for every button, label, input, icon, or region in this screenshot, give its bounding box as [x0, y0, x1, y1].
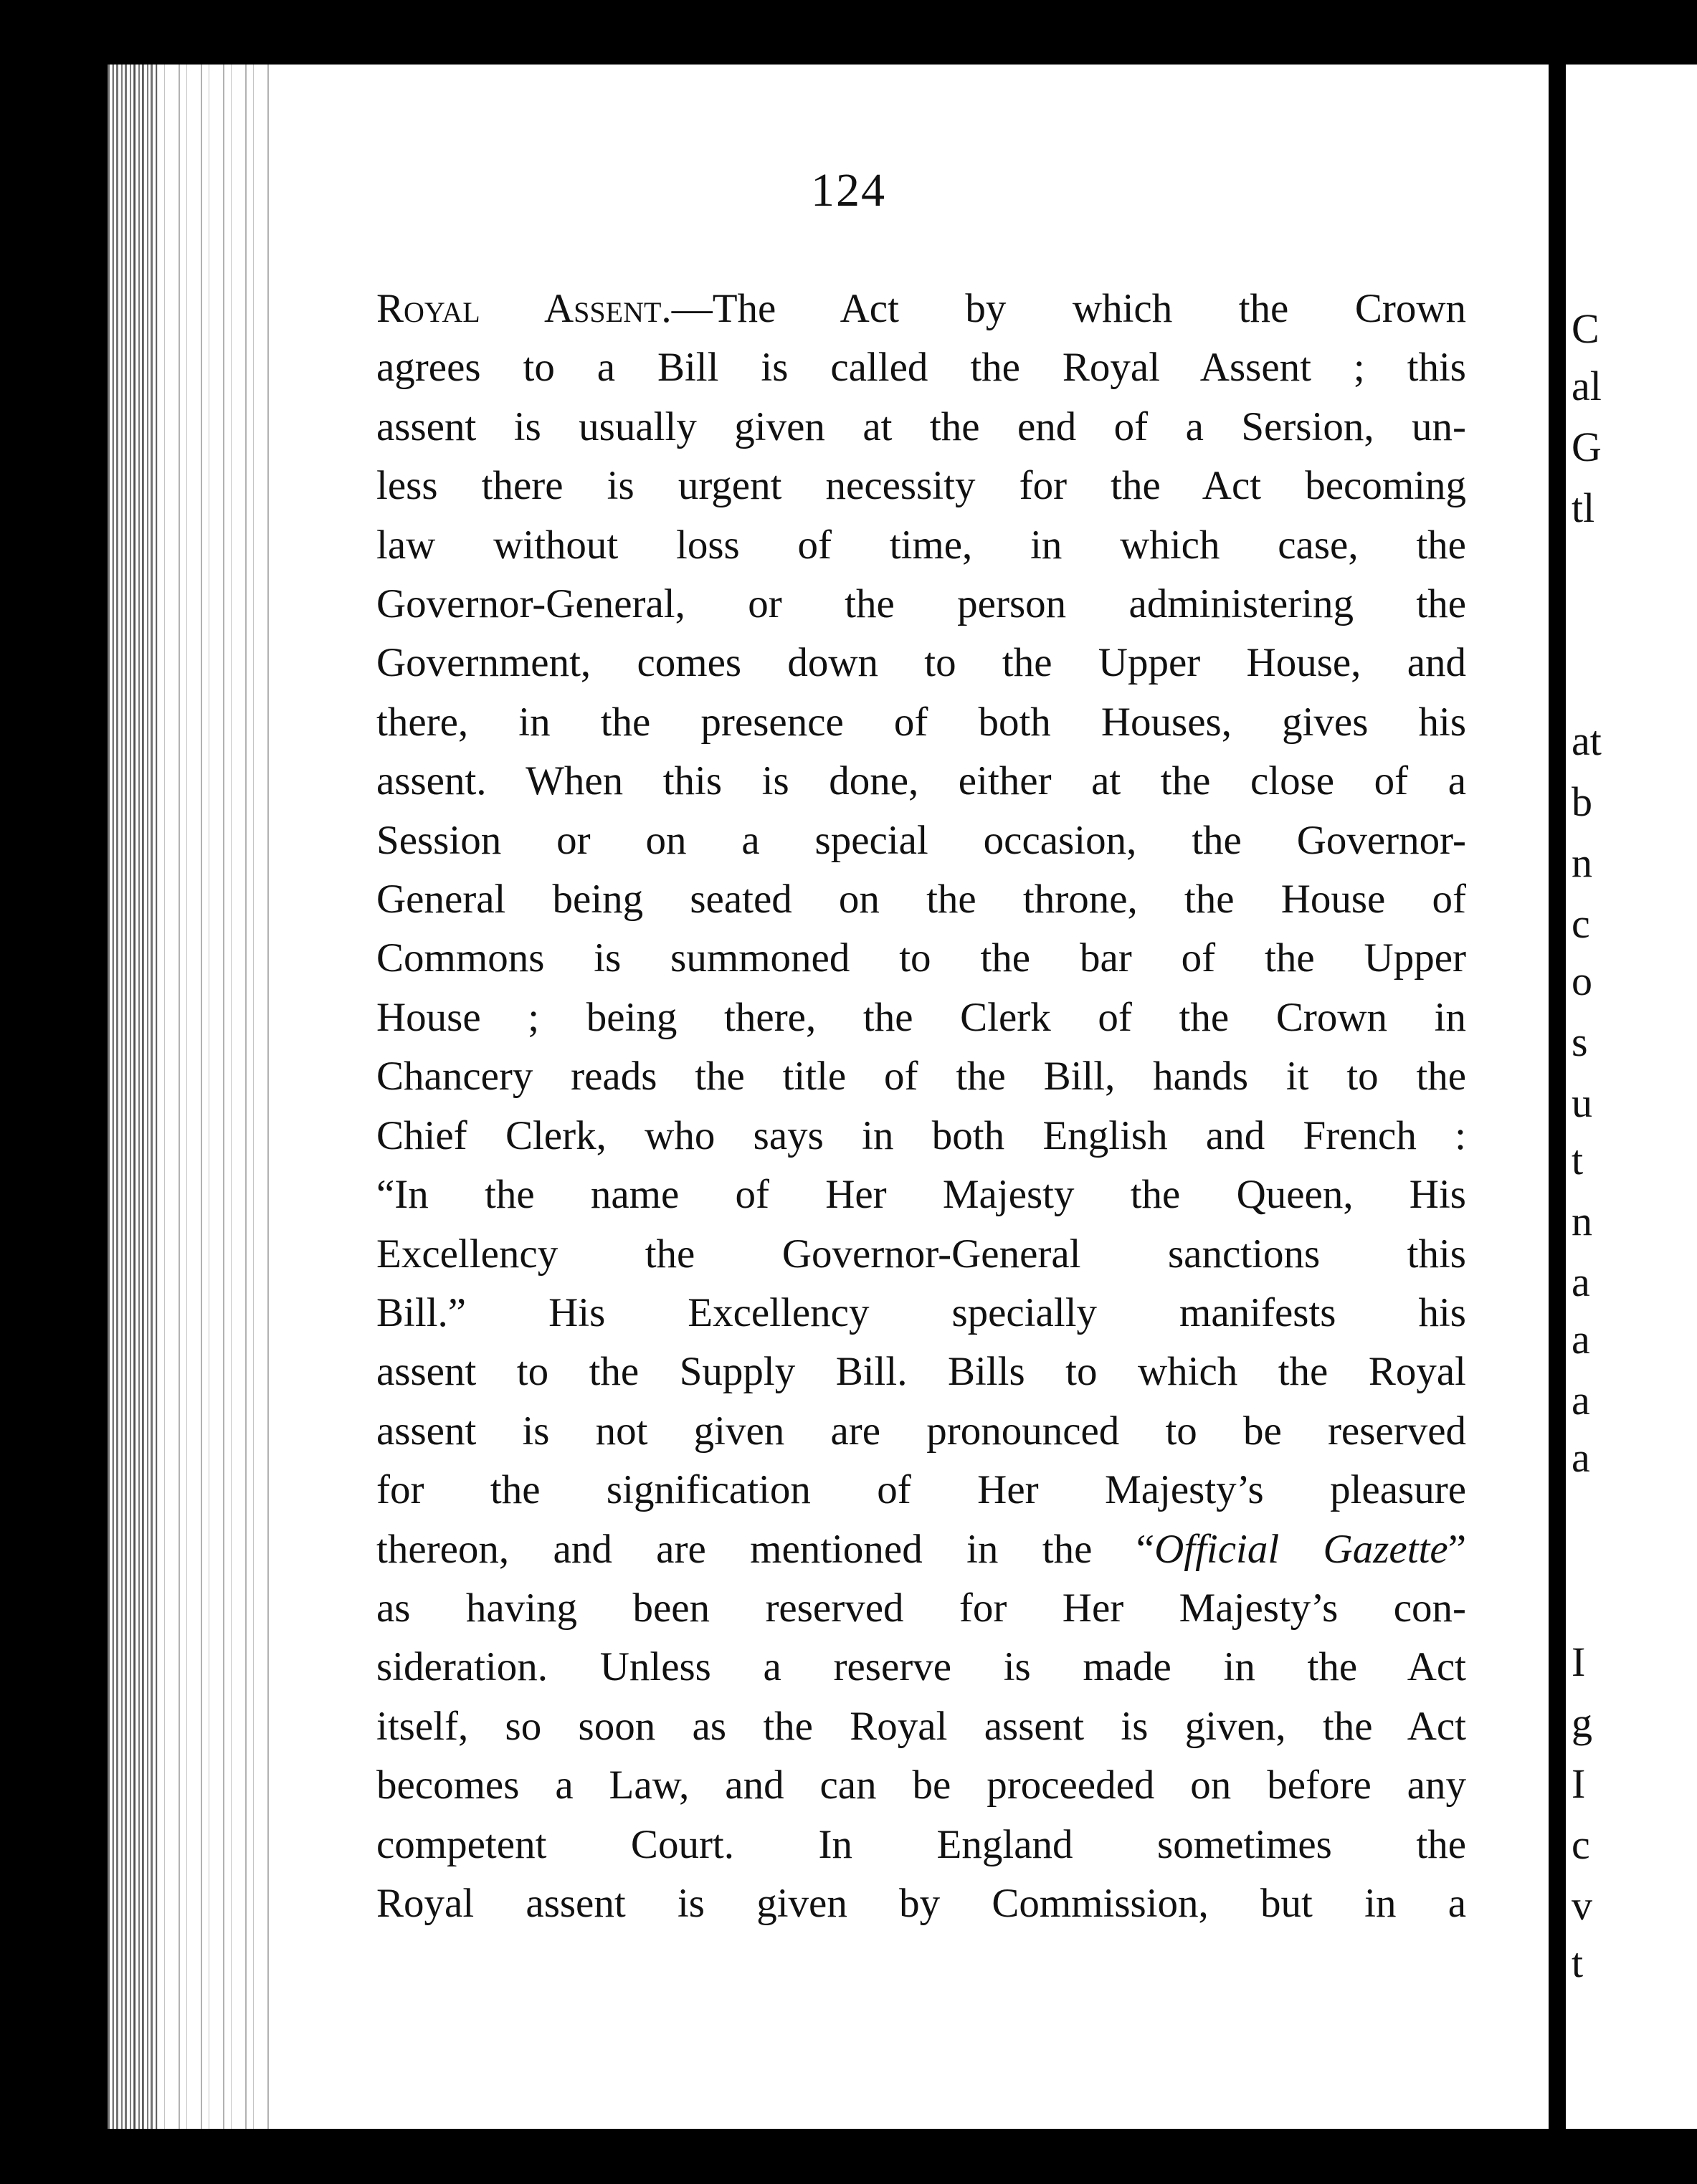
- text-line: Chief Clerk, who says in both English and French :: [376, 1112, 1466, 1158]
- section-heading: Royal Assent.: [376, 286, 672, 331]
- next-page-fragment: n: [1572, 1198, 1592, 1244]
- next-page-fragment: b: [1572, 778, 1592, 825]
- next-page-fragment: tl: [1572, 485, 1595, 531]
- next-page-fragment: s: [1572, 1019, 1588, 1065]
- next-page-fragment: a: [1572, 1259, 1590, 1305]
- text-line: itself, so soon as the Royal assent is given, the Act: [376, 1703, 1466, 1749]
- next-page-fragment: a: [1572, 1377, 1590, 1424]
- text-line: Royal assent is given by Commission, but in a: [376, 1880, 1466, 1926]
- next-page-fragment: I: [1572, 1639, 1586, 1685]
- gazette-title: Official Gazette: [1154, 1526, 1448, 1572]
- text-line: sideration. Unless a reserve is made in the Act: [376, 1644, 1466, 1690]
- text-line: becomes a Law, and can be proceeded on before any: [376, 1763, 1466, 1808]
- text-line: as having been reserved for Her Majesty’s con-: [376, 1585, 1466, 1631]
- next-page-fragment: at: [1572, 717, 1602, 764]
- text-line: competent Court. In England sometimes the: [376, 1821, 1466, 1867]
- binding-bar: [1549, 65, 1566, 2129]
- text-line: there, in the presence of both Houses, gives his: [376, 699, 1466, 745]
- text-line: assent is not given are pronounced to be reserved: [376, 1408, 1466, 1454]
- page-number: 124: [811, 164, 886, 216]
- text-line: Royal Assent.—The Act by which the Crown: [376, 286, 1466, 331]
- next-page-fragment: n: [1572, 839, 1592, 886]
- text-line: assent to the Supply Bill. Bills to which the Royal: [376, 1349, 1466, 1395]
- text-line: agrees to a Bill is called the Royal Assent ; this: [376, 345, 1466, 391]
- next-page-fragment: g: [1572, 1699, 1592, 1746]
- text-line: Excellency the Governor-General sanctions this: [376, 1231, 1466, 1277]
- page-edge-noise: [108, 65, 158, 2129]
- next-page-fragment: t: [1572, 1940, 1584, 1986]
- next-page-fragment: al: [1572, 363, 1602, 409]
- text-line: Chancery reads the title of the Bill, hands it to the: [376, 1054, 1466, 1100]
- next-page-fragment: u: [1572, 1079, 1592, 1126]
- next-page-fragment: I: [1572, 1760, 1586, 1807]
- text-line: less there is urgent necessity for the Act becoming: [376, 463, 1466, 509]
- next-page-fragment: C: [1572, 305, 1599, 352]
- next-page-fragment: G: [1572, 424, 1602, 470]
- next-page-fragment: a: [1572, 1316, 1590, 1363]
- text-line: “In the name of Her Majesty the Queen, His: [376, 1172, 1466, 1218]
- next-page-edge: [1566, 65, 1697, 2129]
- next-page-fragment: c: [1572, 1821, 1590, 1868]
- text-line: Government, comes down to the Upper House, and: [376, 640, 1466, 686]
- text-line: law without loss of time, in which case, the: [376, 522, 1466, 568]
- text-line: Session or on a special occasion, the Governor-: [376, 817, 1466, 863]
- next-page-fragment: a: [1572, 1434, 1590, 1481]
- text-line: for the signification of Her Majesty’s pleasure: [376, 1467, 1466, 1513]
- next-page-fragment: v: [1572, 1882, 1592, 1929]
- next-page-fragment: t: [1572, 1137, 1584, 1183]
- text-line: General being seated on the throne, the House of: [376, 877, 1466, 922]
- text-line: Commons is summoned to the bar of the Upper: [376, 935, 1466, 981]
- next-page-fragment: c: [1572, 900, 1590, 947]
- body-text: [376, 280, 1466, 1933]
- text-line: Bill.” His Excellency specially manifests his: [376, 1289, 1466, 1335]
- text-line: thereon, and are mentioned in the “Official Gazette”: [376, 1526, 1466, 1572]
- text-line: House ; being there, the Clerk of the Crown in: [376, 994, 1466, 1040]
- text-line: Governor-General, or the person administering the: [376, 581, 1466, 627]
- text-line: assent is usually given at the end of a Sersion, un-: [376, 404, 1466, 449]
- next-page-fragment: o: [1572, 958, 1592, 1004]
- text-line: assent. When this is done, either at the close of a: [376, 758, 1466, 804]
